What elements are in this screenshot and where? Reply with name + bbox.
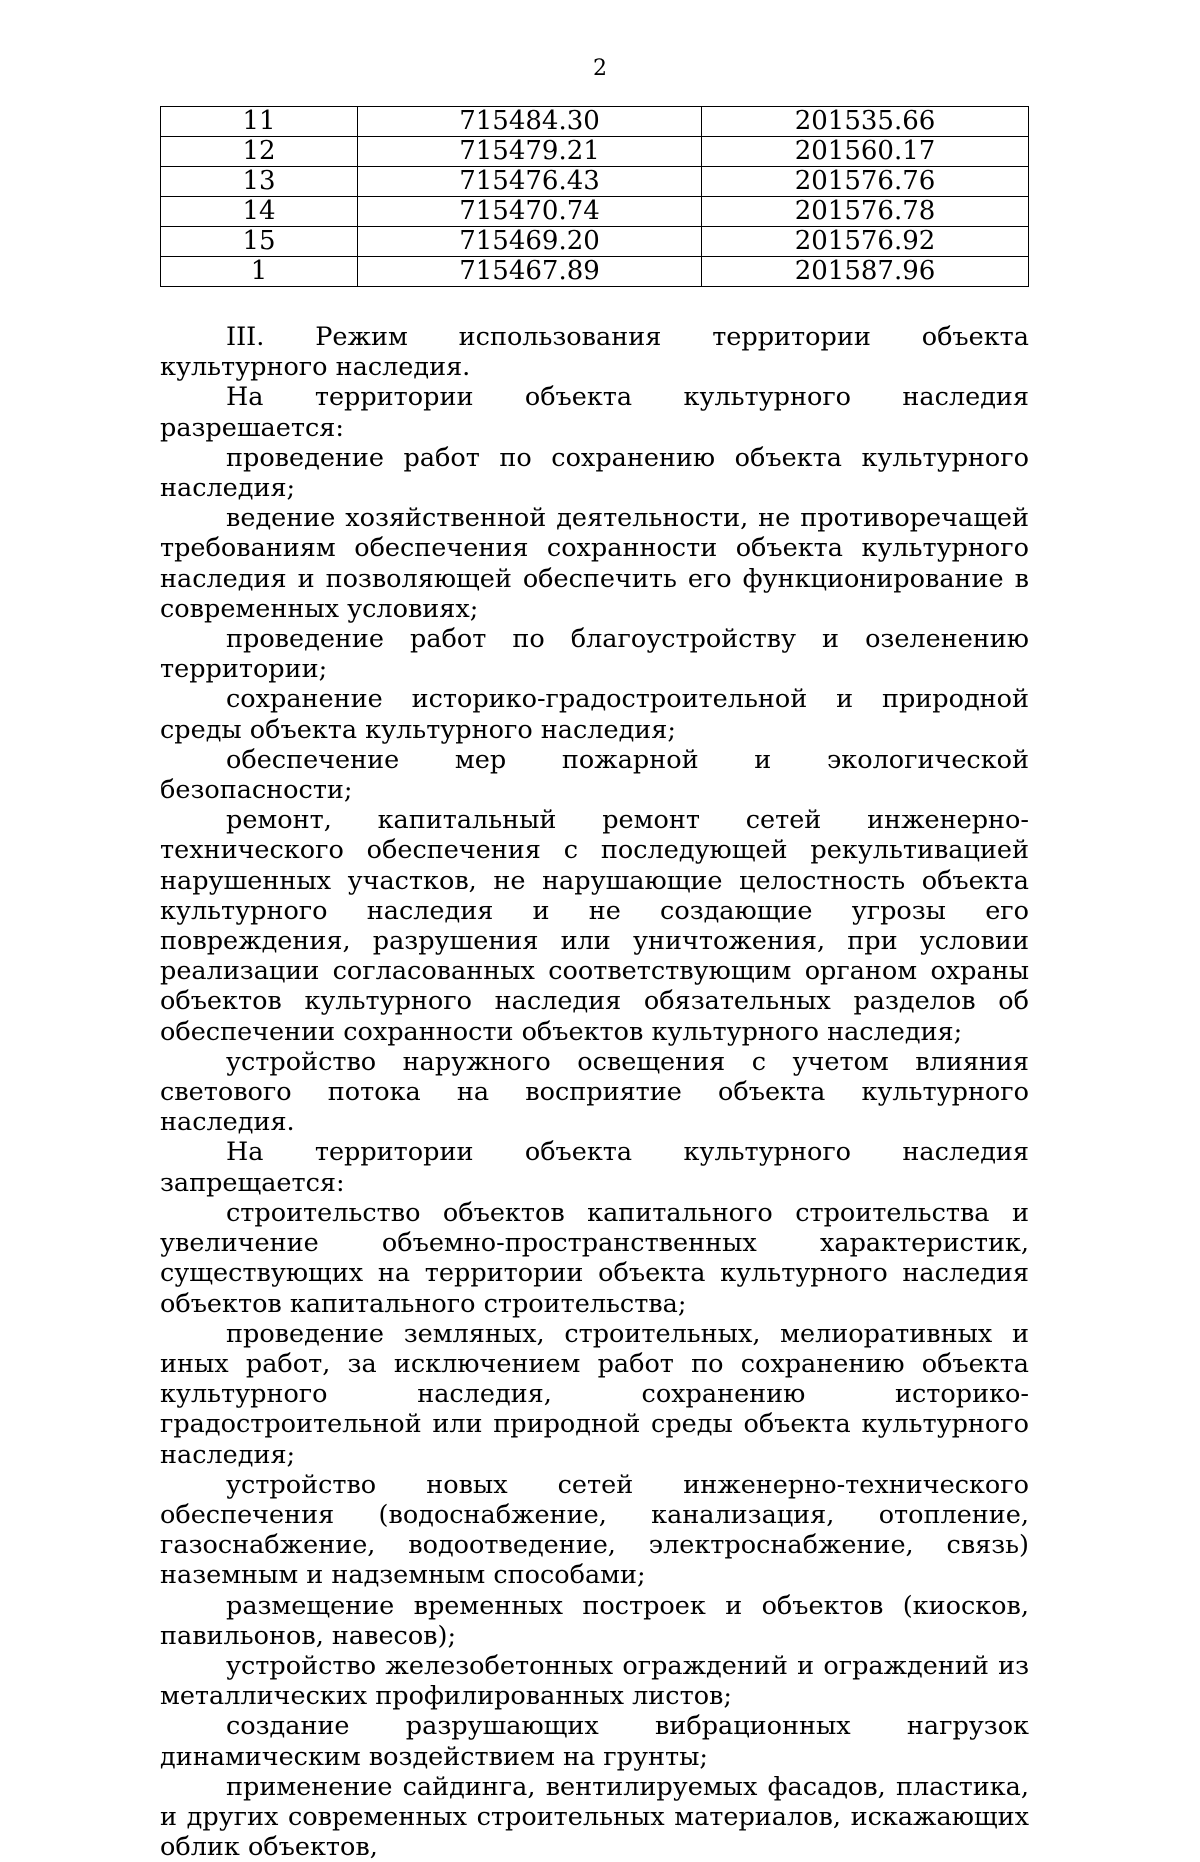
- x-coordinate-cell: 715476.43: [358, 167, 702, 197]
- point-number-cell: 1: [161, 257, 358, 287]
- table-row: [161, 227, 1029, 257]
- paragraph: применение сайдинга, вентилируемых фасадов, пластика, и других современных строительных материалов, искажающих облик объектов,: [160, 1771, 1029, 1862]
- x-coordinate-cell: 715467.89: [358, 257, 702, 287]
- y-coordinate-cell: 201587.96: [702, 257, 1029, 287]
- y-coordinate-cell: 201560.17: [702, 137, 1029, 167]
- paragraph: проведение работ по сохранению объекта культурного наследия;: [160, 442, 1029, 504]
- y-coordinate-cell: 201576.78: [702, 197, 1029, 227]
- paragraph: ведение хозяйственной деятельности, не противоречащей требованиям обеспечения сохранности объекта культурного наследия и позволяющей обеспечить его функционирование в современных условиях;: [160, 503, 1029, 624]
- page-number: 2: [593, 56, 607, 81]
- paragraph: На территории объекта культурного наследия разрешается:: [160, 382, 1029, 443]
- table-row: [161, 107, 1029, 137]
- coordinates-table: [160, 106, 1029, 287]
- paragraph: проведение земляных, строительных, мелиоративных и иных работ, за исключением работ по сохранению объекта культурного наследия, сохранению историко-градостроительной или природной среды объекта культурного наследия;: [160, 1318, 1029, 1470]
- table-row: [161, 137, 1029, 167]
- paragraph: устройство наружного освещения с учетом влияния светового потока на восприятие объекта культурного наследия.: [160, 1046, 1029, 1138]
- point-number-cell: 15: [161, 227, 358, 257]
- point-number-cell: 12: [161, 137, 358, 167]
- x-coordinate-cell: 715470.74: [358, 197, 702, 227]
- point-number-cell: 11: [161, 107, 358, 137]
- paragraph: устройство новых сетей инженерно-технического обеспечения (водоснабжение, канализация, отопление, газоснабжение, водоотведение, электроснабжение, связь) наземным и надземным способами;: [160, 1469, 1029, 1591]
- point-number-cell: 13: [161, 167, 358, 197]
- x-coordinate-cell: 715469.20: [358, 227, 702, 257]
- point-number-cell: 14: [161, 197, 358, 227]
- paragraph: устройство железобетонных ограждений и ограждений из металлических профилированных листов;: [160, 1650, 1029, 1712]
- paragraph: На территории объекта культурного наследия запрещается:: [160, 1137, 1029, 1198]
- table-row: [161, 257, 1029, 287]
- paragraph: обеспечение мер пожарной и экологической безопасности;: [160, 744, 1029, 806]
- table-row: [161, 167, 1029, 197]
- x-coordinate-cell: 715479.21: [358, 137, 702, 167]
- paragraph: строительство объектов капитального строительства и увеличение объемно-пространственных характеристик, существующих на территории объекта культурного наследия объектов капитального строительства;: [160, 1197, 1029, 1319]
- document-body: [160, 322, 1029, 1862]
- paragraph: размещение временных построек и объектов (киосков, павильонов, навесов);: [160, 1590, 1029, 1651]
- y-coordinate-cell: 201576.92: [702, 227, 1029, 257]
- y-coordinate-cell: 201576.76: [702, 167, 1029, 197]
- paragraph: проведение работ по благоустройству и озеленению территории;: [160, 624, 1029, 685]
- paragraph: сохранение историко-градостроительной и природной среды объекта культурного наследия;: [160, 684, 1029, 745]
- x-coordinate-cell: 715484.30: [358, 107, 702, 137]
- table-row: [161, 197, 1029, 227]
- paragraph: ремонт, капитальный ремонт сетей инженерно-технического обеспечения с последующей рекультивацией нарушенных участков, не нарушающие целостность объекта культурного наследия и не создающие угрозы его повреждения, разрушения или уничтожения, при условии реализации согласованных соответствующим органом охраны объектов культурного наследия обязательных разделов об обеспечении сохранности объектов культурного наследия;: [160, 805, 1029, 1047]
- y-coordinate-cell: 201535.66: [702, 107, 1029, 137]
- section-heading: III. Режим использования территории объекта культурного наследия.: [160, 322, 1029, 383]
- paragraph: создание разрушающих вибрационных нагрузок динамическим воздействием на грунты;: [160, 1711, 1029, 1772]
